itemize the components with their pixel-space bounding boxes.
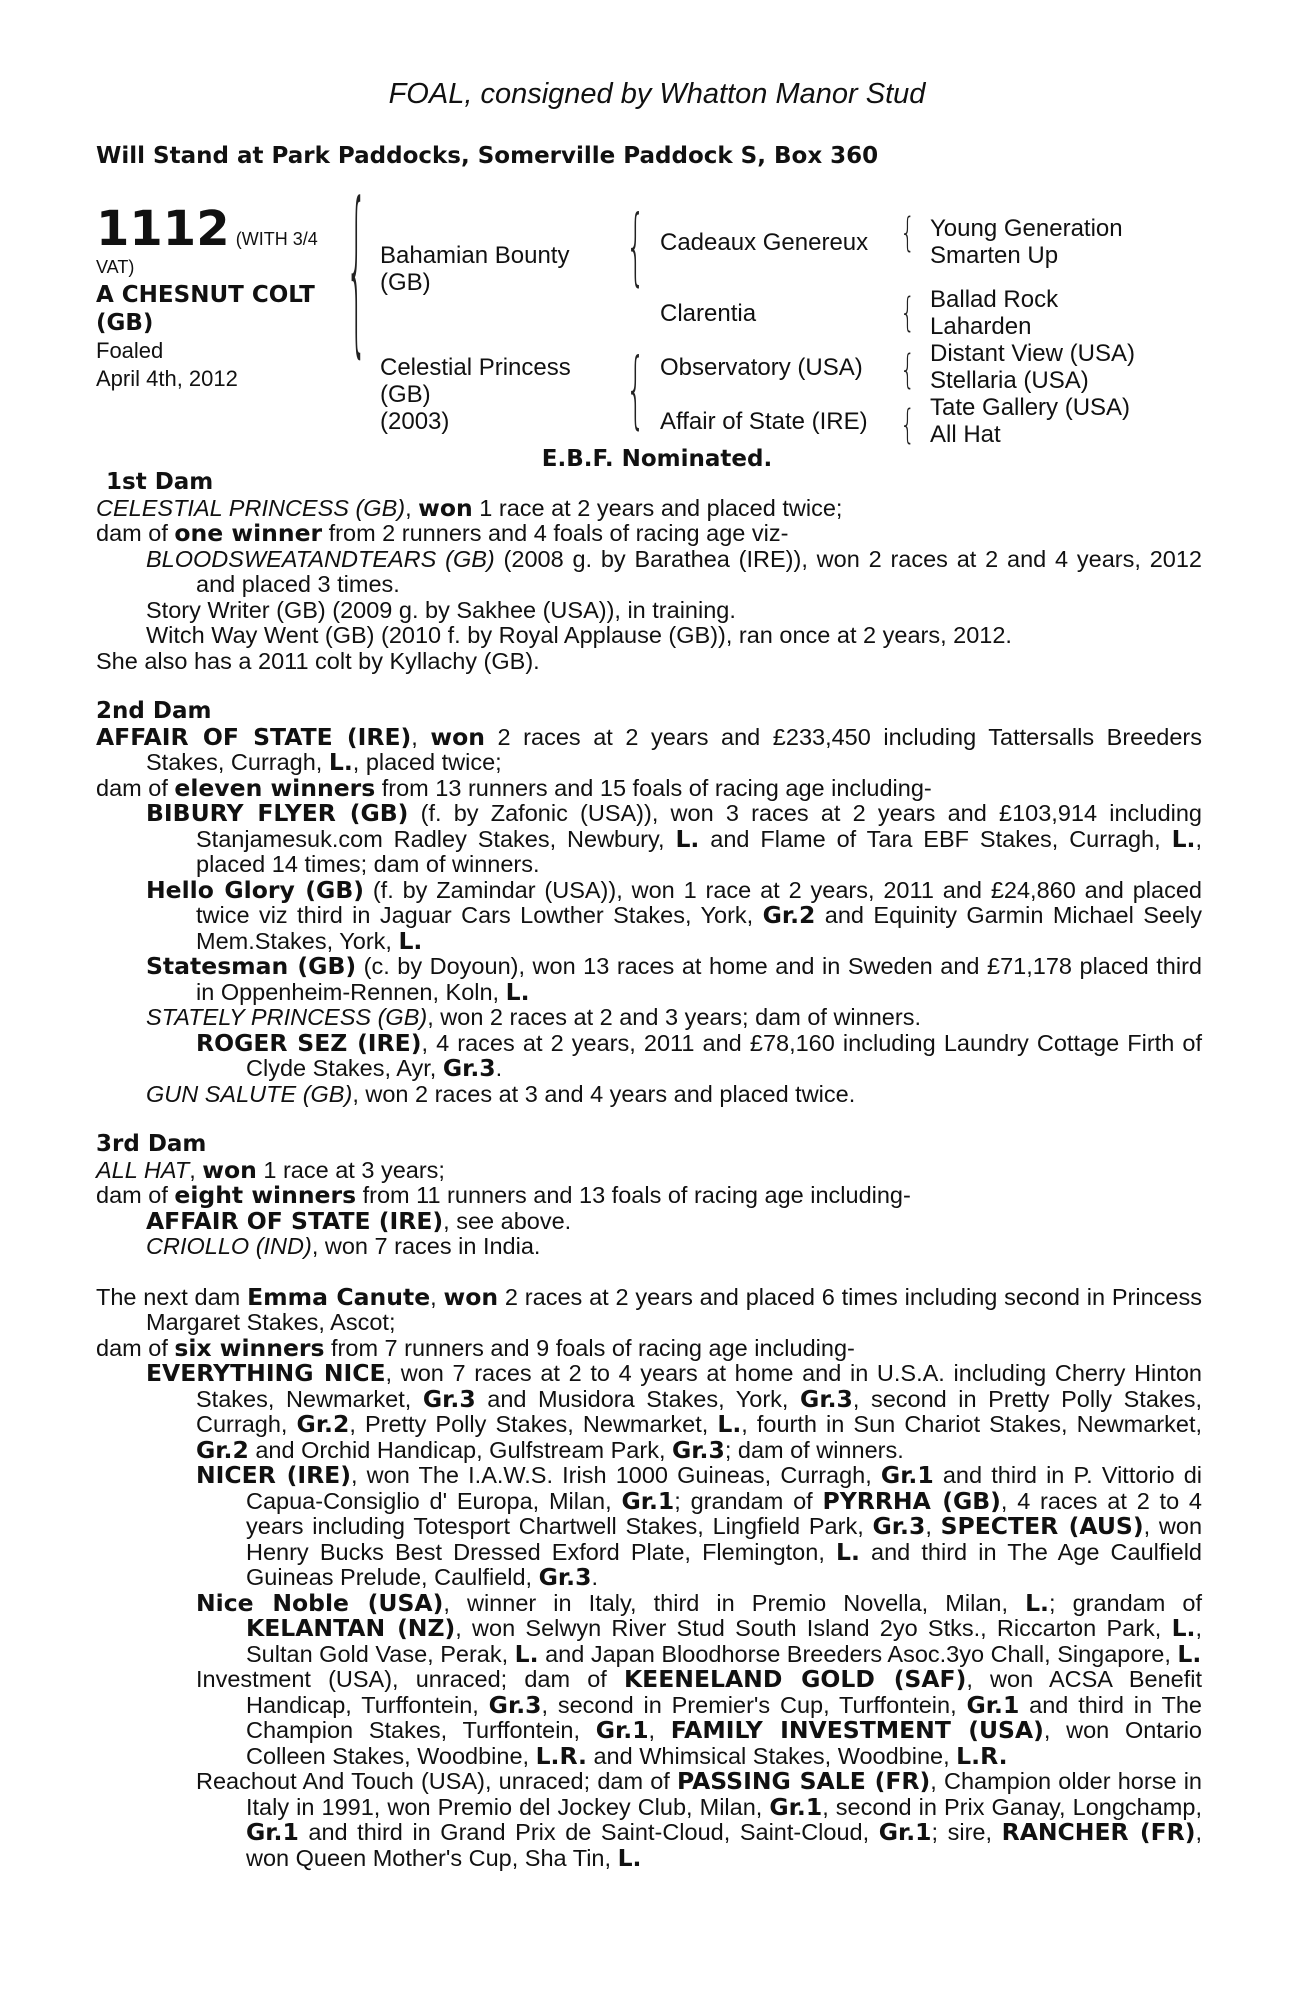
produce-entry [96, 1234, 1202, 1260]
first-dam-line: CELESTIAL PRINCESS (GB), won 1 race at 2 years and placed twice; [96, 493, 843, 522]
produce-entry [96, 547, 1202, 598]
grade: Gr.2 [196, 1435, 249, 1464]
horse-name: Hello Glory (GB) [146, 875, 364, 904]
produce-entry [96, 1082, 1202, 1108]
text: The next dam [96, 1283, 248, 1310]
pedigree-ddd: All Hat [930, 421, 1001, 448]
text: , [189, 1156, 203, 1183]
text: ; grandam of [1048, 1589, 1203, 1616]
brace-dam: { [626, 341, 646, 439]
text: from 13 runners and 15 foals of racing age including- [375, 774, 932, 801]
pedigree-ds: Observatory (USA) [660, 354, 863, 381]
text: , winner in Italy, third in Premio Novella, Milan, [443, 1589, 1026, 1616]
dam-year: (2003) [380, 408, 450, 435]
text: and Orchid Handicap, Gulfstream Park, [248, 1436, 672, 1463]
lot-number: 1112 [96, 201, 230, 257]
text: (2008 g. by Barathea (IRE)), won 2 races at 2 and 4 years, 2012 and placed 3 times. [196, 545, 1202, 597]
horse-name: KEENELAND GOLD (SAF) [623, 1665, 967, 1693]
grade: L. [1177, 1639, 1202, 1668]
text: dam of [96, 1334, 175, 1361]
horse-name: GUN SALUTE (GB) [146, 1080, 353, 1107]
grade: L.R. [535, 1741, 587, 1770]
grade: Gr.1 [878, 1818, 932, 1846]
text: . [591, 1564, 598, 1590]
text: (c. by Doyoun), won 13 races at home and in Sweden and £71,178 placed third in Oppenheim-Rennen, Koln, [196, 953, 1202, 1005]
dam-name: ALL HAT [96, 1156, 190, 1183]
grade: Gr.2 [296, 1410, 350, 1438]
next-dam-produce-summary [96, 1333, 1202, 1362]
text: , Sultan Gold Vase, Perak, [246, 1615, 1202, 1667]
grade: L. [717, 1410, 742, 1438]
ebf-nominated: E.B.F. Nominated. [541, 446, 773, 472]
third-dam-produce-summary [96, 1183, 1202, 1209]
pedigree-sdd: Laharden [930, 313, 1032, 340]
pedigree-dam [380, 354, 571, 435]
dam-name: Celestial Princess [380, 354, 571, 381]
brace-sire-dam: { [346, 166, 368, 376]
text: and Flame of Tara EBF Stakes, Curragh, [699, 825, 1172, 852]
vat-note: (WITH 3/4 [235, 229, 318, 249]
text: and third in Grand Prix de Saint-Cloud, Saint-Cloud, [298, 1819, 879, 1845]
first-dam-heading: 1st Dam [106, 469, 214, 495]
horse-name: SPECTER (AUS) [940, 1512, 1144, 1540]
produce-entry [96, 1028, 1203, 1082]
text: dam of [96, 774, 175, 801]
grade: L. [514, 1639, 539, 1668]
text: and third in The Age Caulfield Guineas Prelude, Caulfield, [246, 1538, 1202, 1590]
pedigree-ssd: Smarten Up [930, 242, 1059, 269]
text: ; sire, [931, 1819, 1002, 1845]
brace-dd: { [900, 402, 916, 448]
second-dam-heading: 2nd Dam [96, 698, 212, 724]
text: and Whimsical Stakes, Woodbine, [586, 1742, 957, 1769]
grade: Gr.2 [762, 901, 816, 929]
text: , won 2 races at 2 and 3 years; dam of winners. [427, 1004, 921, 1030]
produce-entry [96, 1206, 1202, 1235]
winners-count: six winners [174, 1333, 325, 1362]
grade: L. [505, 977, 530, 1006]
grade: L. [675, 824, 700, 853]
text: Investment (USA), unraced; dam of [196, 1666, 624, 1692]
text: dam of [96, 520, 175, 546]
produce-entry [96, 1463, 1202, 1591]
grade: L. [836, 1537, 860, 1566]
pedigree-sss: Young Generation [930, 215, 1123, 242]
text: ; grandam of [674, 1487, 823, 1514]
grade: Gr.1 [595, 1716, 649, 1744]
grade: Gr.3 [672, 1435, 725, 1464]
foaled-date: April 4th, 2012 [96, 366, 238, 391]
text: and Japan Bloodhorse Breeders Asoc.3yo Chall, Singapore, [538, 1640, 1178, 1667]
text: , [430, 1283, 444, 1310]
text: and third in The Champion Stakes, Turffontein, [246, 1691, 1202, 1743]
text: , won The I.A.W.S. Irish 1000 Guineas, Curragh, [350, 1462, 881, 1488]
text: , won Henry Bucks Best Dressed Exford Plate, Flemington, [246, 1513, 1203, 1565]
text: from 11 runners and 13 foals of racing age including- [356, 1182, 911, 1208]
horse-name: FAMILY INVESTMENT (USA) [670, 1716, 1044, 1744]
text: and third in P. Vittorio di Capua-Consiglio d' Europa, Milan, [246, 1462, 1202, 1514]
pedigree-sire [380, 242, 569, 296]
grade: Gr.3 [538, 1563, 592, 1591]
horse-name: ROGER SEZ (IRE) [196, 1028, 422, 1057]
text: , won ACSA Benefit Handicap, Turffontein, [246, 1666, 1202, 1718]
text: 1 race at 2 years and placed twice; [472, 494, 843, 521]
text: Reachout And Touch (USA), unraced; dam of [196, 1768, 678, 1794]
foaled-label: Foaled [96, 338, 164, 363]
produce-entry [96, 1769, 1202, 1871]
text: , won 7 races at 2 to 4 years at home and in U.S.A. including Cherry Hinton Stakes, Newmarket, [196, 1360, 1202, 1412]
third-dam-line [96, 1155, 1202, 1184]
text: , second in Premier's Cup, Turffontein, [541, 1691, 967, 1718]
catalogue-body [96, 470, 1202, 1871]
grade: L.R. [956, 1741, 1008, 1770]
horse-name: BLOODSWEATANDTEARS (GB) [146, 545, 495, 572]
grade: L. [617, 1843, 642, 1872]
horse-name: EVERYTHING NICE [146, 1359, 386, 1387]
lot-block [96, 201, 356, 393]
horse-name: RANCHER (FR) [1001, 1818, 1196, 1846]
text: , won 7 races in India. [311, 1233, 541, 1259]
consignor-line: FOAL, consigned by Whatton Manor Stud [388, 78, 926, 110]
lot-country: (GB) [96, 310, 154, 336]
horse-name: PYRRHA (GB) [822, 1486, 1001, 1515]
produce-entry [96, 1588, 1203, 1668]
horse-name: KELANTAN (NZ) [246, 1614, 456, 1642]
grade: Gr.1 [621, 1486, 675, 1515]
next-dam-line [96, 1282, 1202, 1336]
text: dam of [96, 1182, 175, 1208]
winners-count: eleven winners [174, 773, 376, 802]
text: from 7 runners and 9 foals of racing age including- [324, 1334, 855, 1361]
text: and Equinity Garmin Michael Seely Mem.Stakes, York, [196, 902, 1202, 954]
pedigree-dss: Distant View (USA) [930, 340, 1135, 367]
sire-name: Bahamian Bounty [380, 242, 570, 269]
grade: Gr.3 [872, 1512, 926, 1540]
text: ; dam of winners. [724, 1436, 904, 1463]
pedigree-dsd: Stellaria (USA) [930, 367, 1089, 394]
produce-entry [96, 801, 1202, 878]
sire-country: (GB) [380, 269, 431, 296]
dam-country: (GB) [380, 381, 431, 408]
text: , fourth in Sun Chariot Stakes, Newmarket, [741, 1411, 1202, 1437]
produce-note: She also has a 2011 colt by Kyllachy (GB). [96, 647, 540, 674]
horse-name: STATELY PRINCESS (GB) [146, 1004, 428, 1030]
produce-entry [96, 875, 1202, 955]
dam-name: AFFAIR OF STATE (IRE) [96, 722, 412, 751]
horse-name: NICER (IRE) [196, 1461, 351, 1489]
pedigree-sds: Ballad Rock [930, 286, 1059, 313]
dam-name: CELESTIAL PRINCESS (GB) [96, 494, 406, 521]
second-dam-line: AFFAIR OF STATE (IRE), won 2 races at 2 years and £233,450 including Tattersalls Breeders Stakes, Curragh, L., placed twice; [96, 722, 1202, 776]
brace-sire: { [626, 198, 646, 296]
grade: L. [398, 926, 423, 955]
grade: Gr.3 [422, 1384, 476, 1413]
grade: Gr.1 [246, 1818, 299, 1846]
pedigree-ss: Cadeaux Genereux [660, 229, 869, 256]
produce-entry: Witch Way Went (GB) (2010 f. by Royal Applause (GB)), ran once at 2 years, 2012. [146, 622, 1012, 648]
grade: Gr.3 [800, 1384, 853, 1413]
text: , won Selwyn River Stud South Island 2yo Stks., Riccarton Park, [455, 1615, 1172, 1641]
text: (f. by Zafonic (USA)), won 3 races at 2 years and £103,914 including Stanjamesuk.com Radley Stakes, Newbury, [196, 800, 1202, 852]
grade: Gr.3 [442, 1054, 496, 1082]
produce-entry [96, 954, 1202, 1005]
horse-name: Statesman (GB) [146, 952, 357, 980]
won-label: won [418, 493, 473, 522]
vat-note-cont: VAT) [96, 257, 135, 277]
text: , 4 races at 2 years, 2011 and £78,160 including Laundry Cottage Firth of Clyde Stakes, Ayr, [246, 1029, 1203, 1081]
pedigree-dd: Affair of State (IRE) [660, 408, 868, 435]
horse-name: CRIOLLO (IND) [146, 1233, 312, 1259]
dam-name: Emma Canute [247, 1282, 431, 1311]
text: , placed 14 times; dam of winners. [196, 825, 1202, 877]
first-dam-produce-summary [96, 521, 1202, 547]
text: 1 race at 3 years; [256, 1156, 445, 1183]
text: 2 races at 2 years and placed 6 times including second in Princess Margaret Stakes, Ascot; [146, 1283, 1202, 1335]
text: , 4 races at 2 to 4 years including Totesport Chartwell Stakes, Lingfield Park, [246, 1487, 1202, 1539]
text: , won Ontario Colleen Stakes, Woodbine, [246, 1717, 1203, 1769]
text: , [925, 1513, 941, 1539]
text: , see above. [443, 1207, 572, 1234]
horse-name: Nice Noble (USA) [196, 1588, 444, 1617]
grade: Gr.1 [880, 1461, 934, 1489]
horse-name: BIBURY FLYER (GB) [146, 799, 409, 827]
third-dam-heading: 3rd Dam [96, 1131, 207, 1157]
won-label: won [430, 722, 485, 751]
second-dam-produce-summary [96, 773, 1202, 802]
grade: L. [1025, 1588, 1049, 1617]
lot-title: A CHESNUT COLT [96, 282, 315, 308]
grade: Gr.1 [966, 1690, 1020, 1719]
text: , [648, 1717, 671, 1743]
horse-name: AFFAIR OF STATE (IRE) [146, 1206, 444, 1235]
text: , Pretty Polly Stakes, Newmarket, [349, 1411, 718, 1437]
text: (f. by Zamindar (USA)), won 1 race at 2 years, 2011 and £24,860 and placed twice viz third in Jaguar Cars Lowther Stakes, York, [196, 876, 1202, 928]
winners-count: eight winners [174, 1181, 357, 1209]
grade: L. [328, 748, 353, 776]
text: from 2 runners and 4 foals of racing age viz- [322, 520, 789, 546]
text: , won Queen Mother's Cup, Sha Tin, [246, 1819, 1203, 1871]
brace-ss: { [900, 210, 916, 256]
text: , won 2 races at 3 and 4 years and placed twice. [352, 1080, 856, 1107]
brace-sd: { [900, 290, 916, 336]
text: . [495, 1055, 503, 1081]
stabling-line: Will Stand at Park Paddocks, Somerville Paddock S, Box 360 [96, 143, 879, 169]
produce-entry [96, 1005, 1202, 1031]
pedigree-sd: Clarentia [660, 300, 757, 327]
text: , second in Prix Ganay, Longchamp, [822, 1793, 1202, 1820]
text: , second in Pretty Polly Stakes, Curragh, [196, 1385, 1202, 1437]
grade: Gr.3 [488, 1690, 542, 1719]
text: 2 races at 2 years and £233,450 including Tattersalls Breeders Stakes, Curragh, [146, 723, 1202, 775]
grade: Gr.1 [769, 1792, 823, 1821]
produce-entry [96, 1361, 1202, 1463]
brace-ds: { [900, 347, 916, 393]
produce-entry [96, 1667, 1202, 1769]
grade: L. [1171, 1614, 1196, 1642]
horse-name: PASSING SALE (FR) [677, 1767, 931, 1795]
won-label: won [202, 1155, 257, 1184]
text: , placed twice; [352, 749, 502, 775]
pedigree-dds: Tate Gallery (USA) [930, 394, 1131, 421]
text: and Musidora Stakes, York, [475, 1385, 801, 1412]
won-label: won [443, 1282, 499, 1311]
text: , Champion older horse in Italy in 1991, won Premio del Jockey Club, Milan, [246, 1768, 1202, 1820]
grade: L. [1171, 824, 1196, 853]
produce-entry: Story Writer (GB) (2009 g. by Sakhee (USA)), in training. [146, 596, 736, 623]
winners-count: one winner [174, 519, 323, 547]
